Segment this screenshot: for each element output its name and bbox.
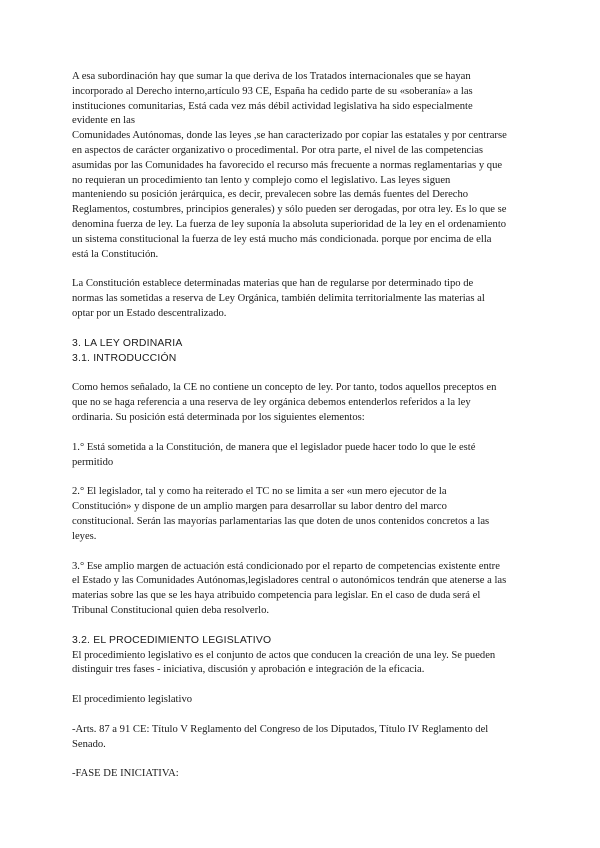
section-3-title: 3. LA LEY ORDINARIA <box>72 337 183 349</box>
element-3: 3.° Ese amplio margen de actuación está condicionado por el reparto de competencias existente entre el Estado y las Comunidades Autónomas,legisladores central o autonómicos tendrán que atenerse a las materias sobre las que se les haya atribuido competencia para legislar. En el caso de duda será el Tribunal Constitucional quien deba resolverlo. <box>72 560 507 616</box>
articles-line: -Arts. 87 a 91 CE: Título V Reglamento del Congreso de los Diputados, Título IV Reglamento del Senado. <box>72 723 489 750</box>
paragraph-subordination: A esa subordinación hay que sumar la que deriva de los Tratados internacionales que se hayan incorporado al Derecho interno,artículo 93 CE, España ha cedido parte de su «soberanía» a las instituciones comunitarias, Está cada vez más débil actividad legislativa ha sido especialmente evidente en las Comunidades Autónomas, donde las leyes ,se han caracterizado por copiar las estatales y por centrarse en aspectos de carácter organizativo o procedimental. Por otra parte, el nivel de las competencias asumidas por las Comunidades ha favorecido el recurso más frecuente a normas reglamentarias y que no requieran un procedimiento tan lento y complejo como el legislativo. Las leyes siguen manteniendo su posición jerárquica, es decir, prevalecen sobre las demás fuentes del Derecho Reglamentos, costumbres, principios generales) y sólo pueden ser derogadas, por otra ley. Es lo que se denomina fuerza de ley. La fuerza de ley suponía la absoluta superioridad de la ley en el ordenamiento un sistema constitucional la fuerza de ley está mucho más condicionada. porque por encima de ella está la Constitución. <box>72 71 507 260</box>
procedure-label: El procedimiento legislativo <box>72 694 193 706</box>
element-2: 2.° El legislador, tal y como ha reiterado el TC no se limita a ser «un mero ejecutor de la Constitución» y dispone de un amplio margen para desarrollar su labor dentro del marco constitucional. Serán las mayorías parlamentarias las que doten de unos contenidos concretos a las leyes. <box>72 486 490 542</box>
paragraph-constitution-materias: La Constitución establece determinadas materias que han de regularse por determinado tipo de normas las sometidas a reserva de Ley Orgánica, también delimita territorialmente las materias al optar por un Estado descentralizado. <box>72 278 485 319</box>
section-3-2-title: 3.2. EL PROCEDIMIENTO LEGISLATIVO <box>72 634 272 646</box>
section-3-1-title: 3.1. INTRODUCCIÓN <box>72 352 177 364</box>
section-3-2-paragraph: El procedimiento legislativo es el conjunto de actos que conducen la creación de una ley. Se pueden distinguir tres fases - iniciativa, discusión y aprobación e integración de la eficacia. <box>72 649 496 676</box>
phase-title: -FASE DE INICIATIVA: <box>72 768 179 780</box>
document-page <box>72 70 532 782</box>
intro-paragraph: Como hemos señalado, la CE no contiene un concepto de ley. Por tanto, todos aquellos preceptos en que no se haga referencia a una reserva de ley orgánica debemos entenderlos referidos a la ley ordinaria. Su posición está determinada por los siguientes elementos: <box>72 382 497 423</box>
element-1: 1.° Está sometida a la Constitución, de manera que el legislador puede hacer todo lo que le esté permitido <box>72 441 476 468</box>
